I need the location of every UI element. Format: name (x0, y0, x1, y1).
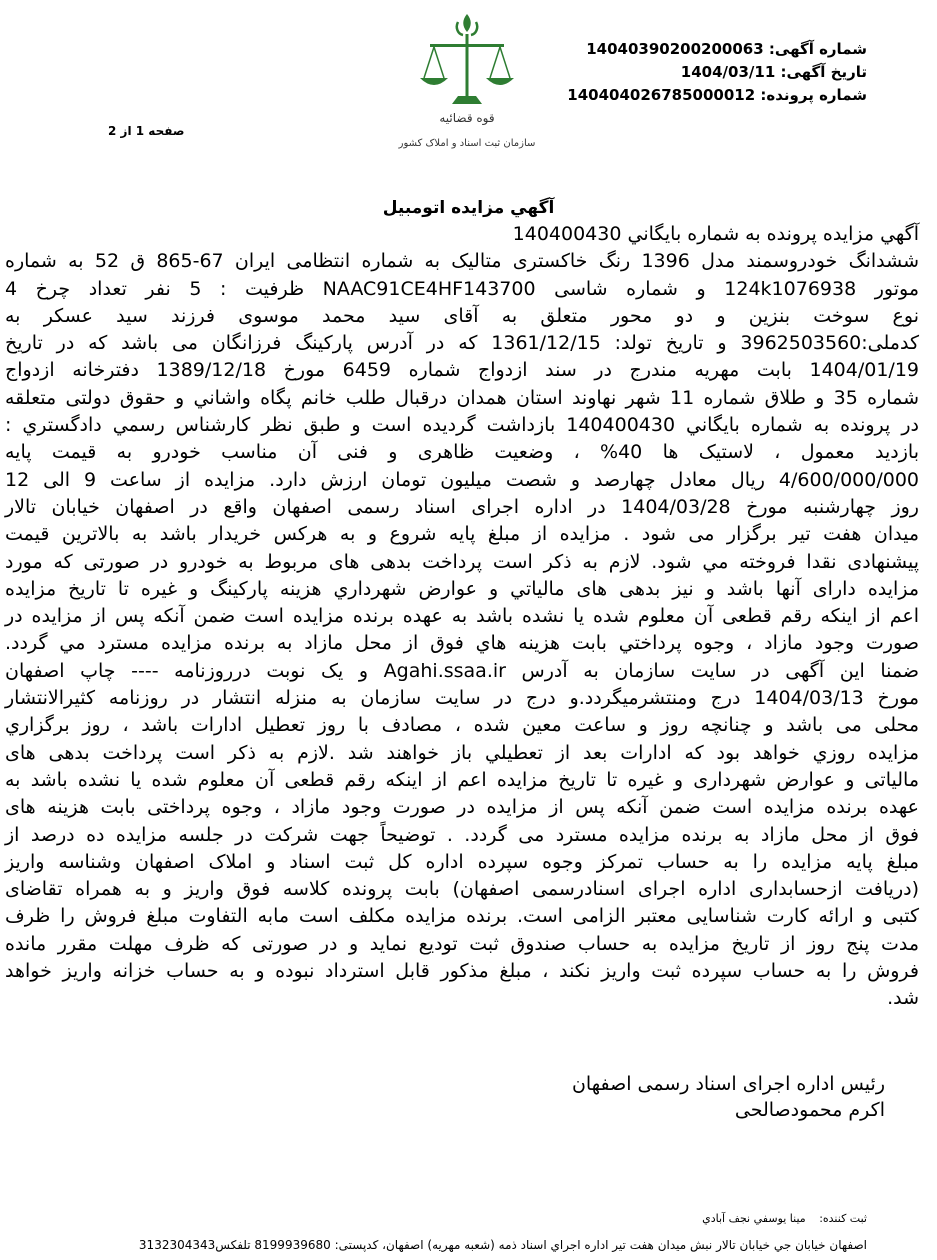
ad-number-label: شماره آگهی: (768, 40, 867, 58)
body-line: 1404/01/19 بابت مهریه مندرج در سند ازدواج شماره 6459 مورخ 1389/12/18 دفترخانه ازدواج (5, 359, 920, 382)
body-line: پيشنهادی نقدا فروخته مي شود. لازم به ذکر است پرداخت بدهی های مربوط به خودرو در صورتی که مورد (5, 550, 919, 573)
body-line: اعم از اينکه رقم قطعی آن معلوم شده يا نشده باشد به عهده برنده مزايده است ضمن آنکه پس از مزايده در (5, 605, 919, 628)
body-line: مزايده روزي خواهد بود که ادارات بعد از تعطيلي باز خواهند شد .لازم به ذکر است پرداخت بدهی های (5, 741, 919, 764)
body-line: مزايده دارای آنها باشد و نیز بدهی های مالياتي و عوارض شهرداري هزينه پارکينگ و غيره تا تاريخ مزايده (5, 577, 919, 600)
body-line: فروش را به حساب سپرده ثبت واريز نکند ، مبلغ مذکور قابل استرداد نبوده و به حساب خزانه واريز خواهد (5, 960, 919, 983)
body-line: میدان هفت تیر برگزار می شود . مزايده از مبلغ پايه شروع و به هرکس خريدار باشد به بالاترين قيمت (5, 523, 919, 546)
body-line: بازدید معمول ، لاستیک ها 40% ، وضعیت ظاهری و فنی آن مناسب خودرو به قیمت پایه (5, 441, 919, 464)
ad-metadata (567, 38, 867, 107)
body-line: محلی می باشد و چنانچه روز و ساعت معين شده ، مصادف با روز تعطیل ادارات باشد ، روز برگزاري (5, 714, 919, 737)
body-line: مورخ 1404/03/13 درج ومنتشرمیگردد.و درج در سایت سازمان به منزله انتشار در روزنامه کثیرالانتشار (5, 687, 919, 710)
ad-number-row (567, 38, 867, 61)
signatory-position: رئیس اداره اجرای اسناد رسمی اصفهان (571, 1073, 885, 1095)
body-line: شد. (887, 987, 919, 1010)
body-line: موتور 124k1076938 و شماره شاسی NAAC91CE4HF143700 ظرفیت : 5 نفر تعداد چرخ 4 (5, 277, 920, 300)
page-indicator: صفحه 1 از 2 (108, 124, 185, 138)
body-line: در پرونده به شماره بايگاني 140400430 بازداشت گرديده است و طبق نظر کارشناس رسمي دادگستري : (5, 414, 919, 437)
body-line: آگهي مزايده پرونده به شماره بايگاني 140400430 (512, 223, 919, 245)
body-line: مبلغ پایه مزایده را به حساب تمرکز وجوه سپرده اداره کل ثبت اسناد و املاک اصفهان وشناسه واریز (5, 850, 919, 873)
body-line: کتبی و ارائه کارت شناسایی معتبر الزامی است. برنده مزايده مکلف است مابه التفاوت مبلغ فروش را ظرف (5, 905, 919, 928)
body-line: ضمنا اين آگهی در سایت سازمان به آدرس Agahi.ssaa.ir و یک نوبت درروزنامه ---- چاپ اصفهان (5, 659, 919, 682)
body-line: صورت وجود مازاد ، وجوه پرداختي بابت هزينه هاي فوق از محل مازاد به برنده مزايده مسترد مي گردد. (5, 632, 919, 655)
body-line: ششدانگ خودروسمند مدل 1396 رنگ خاکستری متالیک به شماره انتظامی ایران 67-865 ق 52 به شماره (5, 250, 919, 273)
body-line: مدت پنج روز از تاریخ مزایده به حساب صندوق ثبت توديع نمايد و در صورتی که ظرف مهلت مقرر مانده (5, 932, 919, 955)
ad-number: 14040390200200063 (586, 40, 764, 58)
file-number: 140404026785000012 (567, 86, 756, 104)
body-line: مالیاتی و عوارض شهرداری و غیره تا تاریخ مزایده اعم از اینکه رقم قطعی آن معلوم شده یا نشده باشد به (5, 768, 919, 791)
file-number-row (567, 84, 867, 107)
body-line: روز چهارشنبه مورخ 1404/03/28 در اداره اجرای اسناد رسمی اصفهان واقع در اصفهان خیابان تالار (5, 495, 919, 518)
body-line: نوع سوخت بنزین و دو محور متعلق به آقای سید محمد موسوی فرزند سید عسکر به (5, 304, 919, 327)
judiciary-emblem-icon (392, 8, 542, 158)
file-number-label: شماره پرونده: (760, 86, 867, 104)
body-line: کدملی:3962503560 و تاریخ تولد: 1361/12/15 که در آدرس پارکینگ فرزانگان می باشد که در تاریخ (5, 332, 920, 355)
body-line: شماره 35 و طلاق شماره 11 شهر نهاوند استان همدان درقبال طلب خانم پگاه واشاني و حقوق دولتی متعلقه (5, 386, 919, 409)
body-line: عهده برنده مزایده است ضمن آنکه پس از مزایده در صورت وجود مازاد ، وجوه پرداختی بابت هزینه های (5, 796, 919, 819)
body-line: 4/600/000/000 ریال معادل چهارصد و شصت میلیون تومان ارزش دارد. مزايده از ساعت 9 الی 12 (5, 468, 919, 491)
emblem-caption-top: قوه قضائیه (439, 111, 495, 125)
office-address: اصفهان خيابان جي خيابان تالار نبش ميدان هفت تير اداره اجراي اسناد ذمه (شعبه مهريه) اصفهان، کدپستی: 8199939680 تلفکس3132304343 (138, 1238, 867, 1252)
signature-block (572, 1071, 885, 1123)
registrar (702, 1212, 867, 1225)
body-line: فوق از محل مازاد به برنده مزایده مسترد می گردد. . توضیحاً جهت شرکت در جلسه مزايده ده درصد از (5, 823, 919, 846)
registrar-name: مينا يوسفي نجف آبادي (702, 1212, 806, 1225)
registrar-label: ثبت کننده: (819, 1212, 867, 1225)
emblem-caption-bottom: سازمان ثبت اسناد و املاک کشور (398, 138, 536, 149)
body-line: (دریافت ازحسابداری اداره اجرای اسنادرسمی اصفهان) بابت پرونده کلاسه فوق واریز و به همراه تقاضای (5, 878, 919, 901)
notice-body (5, 221, 919, 1013)
ad-date-row (567, 61, 867, 84)
page-title: آگهي مزايده اتومبيل (382, 198, 555, 218)
ad-date-label: تاریخ آگهی: (780, 63, 867, 81)
signatory-name: اکرم محمودصالحی (734, 1099, 885, 1121)
ad-date: 1404/03/11 (680, 63, 776, 81)
